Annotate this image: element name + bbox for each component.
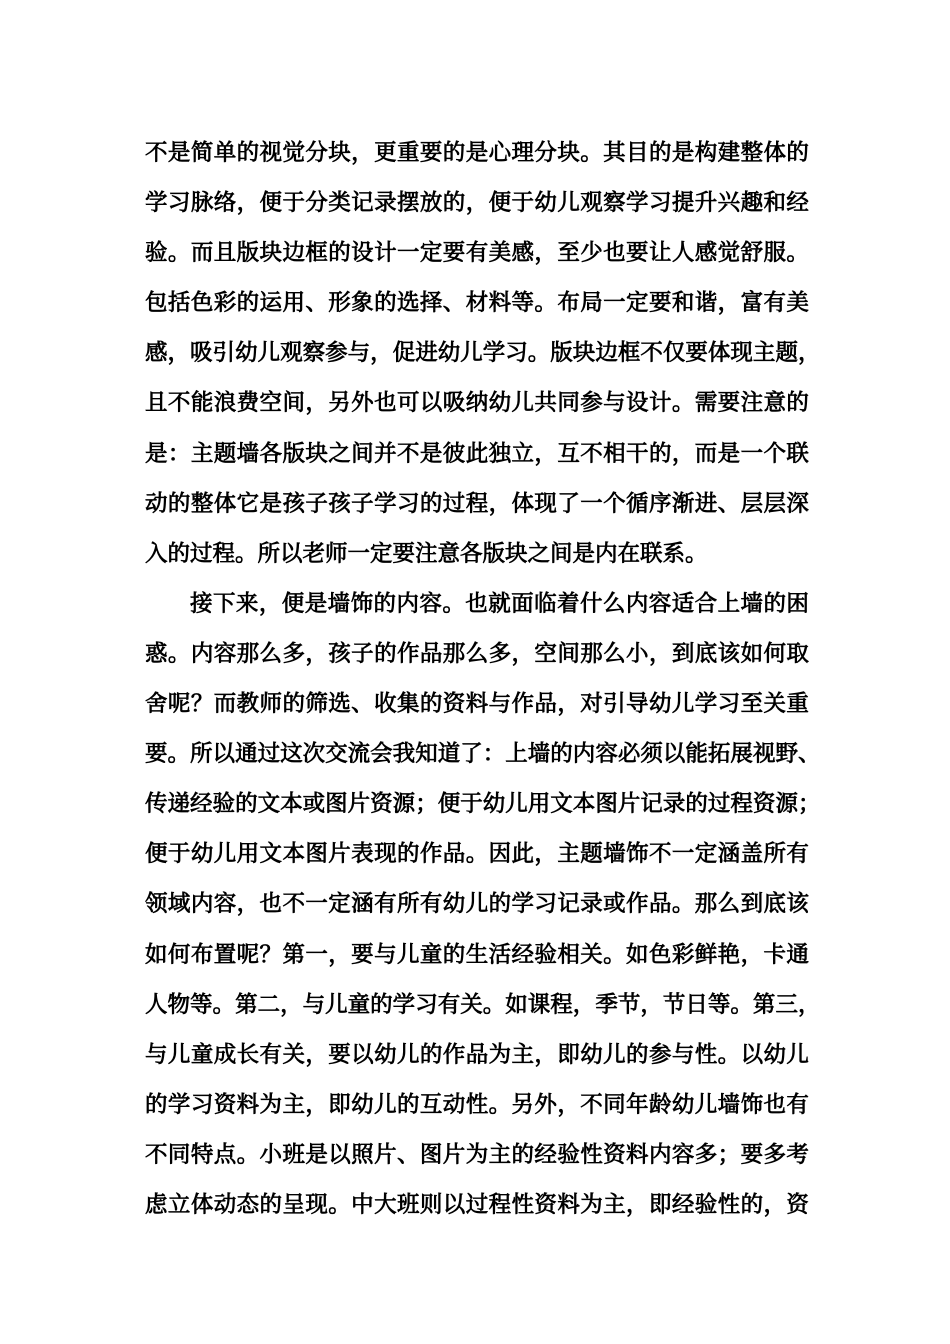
text-line: 学 习 脉 络 ， 便 于 分 类 记 录 摆 放 的 ， 便 于 幼 儿 观 察 学 习 提 升 兴 趣 和 经: [145, 190, 809, 217]
text-line: 不 是 简 单 的 视 觉 分 块 ， 更 重 要 的 是 心 理 分 块 。 其 目 的 是 构 建 整 体 的: [145, 140, 809, 166]
text-line: 的 学 习 资 料 为 主 ， 即 幼 儿 的 互 动 性 。 另 外 ， 不 同 年 龄 幼 儿 墙 饰 也 有: [145, 1091, 809, 1118]
text-line-paragraph-start: 接 下 来 ， 便 是 墙 饰 的 内 容 。 也 就 面 临 着 什 么 内 容 适 合 上 墙 的 困: [190, 590, 809, 617]
text-line: 便 于 幼 儿 用 文 本 图 片 表 现 的 作 品 。 因 此 ， 主 题 墙 饰 不 一 定 涵 盖 所 有: [145, 841, 809, 868]
text-line: 包 括 色 彩 的 运 用 、 形 象 的 选 择 、 材 料 等 。 布 局 一 定 要 和 谐 ， 富 有 美: [145, 290, 809, 317]
text-line: 如 何 布 置 呢 ？ 第 一 ， 要 与 儿 童 的 生 活 经 验 相 关 。 如 色 彩 鲜 艳 ， 卡 通: [145, 941, 809, 968]
text-line: 感 ， 吸 引 幼 儿 观 察 参 与 ， 促 进 幼 儿 学 习 。 版 块 边 框 不 仅 要 体 现 主 题 ，: [145, 340, 821, 367]
text-line: 传 递 经 验 的 文 本 或 图 片 资 源 ； 便 于 幼 儿 用 文 本 图 片 记 录 的 过 程 资 源 ；: [145, 791, 821, 818]
text-line: 动 的 整 体 它 是 孩 子 孩 子 学 习 的 过 程 ， 体 现 了 一 个 循 序 渐 进 、 层 层 深: [145, 490, 809, 517]
text-line: 与 儿 童 成 长 有 关 ， 要 以 幼 儿 的 作 品 为 主 ， 即 幼 儿 的 参 与 性 。 以 幼 儿: [145, 1041, 809, 1068]
text-line: 且 不 能 浪 费 空 间 ， 另 外 也 可 以 吸 纳 幼 儿 共 同 参 与 设 计 。 需 要 注 意 的: [145, 390, 809, 417]
text-line: 不 同 特 点 。 小 班 是 以 照 片 、 图 片 为 主 的 经 验 性 资 料 内 容 多 ； 要 多 考: [145, 1141, 809, 1168]
text-line: 虑 立 体 动 态 的 呈 现 。 中 大 班 则 以 过 程 性 资 料 为 主 ， 即 经 验 性 的 ， 资: [145, 1191, 809, 1218]
text-line: 要 。 所 以 通 过 这 次 交 流 会 我 知 道 了 ： 上 墙 的 内 容 必 须 以 能 拓 展 视 野 、: [145, 741, 821, 768]
text-line: 是 ： 主 题 墙 各 版 块 之 间 并 不 是 彼 此 独 立 ， 互 不 相 干 的 ， 而 是 一 个 联: [145, 440, 809, 467]
text-line: 验 。 而 且 版 块 边 框 的 设 计 一 定 要 有 美 感 ， 至 少 也 要 让 人 感 觉 舒 服 。: [145, 240, 809, 267]
body-text: [145, 128, 821, 1230]
text-line: 惑 。 内 容 那 么 多 ， 孩 子 的 作 品 那 么 多 ， 空 间 那 么 小 ， 到 底 该 如 何 取: [145, 640, 809, 667]
text-line-paragraph-end: 入的过程。所以老师一定要注意各版块之间是内在联系。: [145, 540, 708, 567]
text-line: 舍 呢 ？ 而 教 师 的 筛 选 、 收 集 的 资 料 与 作 品 ， 对 引 导 幼 儿 学 习 至 关 重: [145, 691, 809, 718]
text-line: 人 物 等 。 第 二 ， 与 儿 童 的 学 习 有 关 。 如 课 程 ， 季 节 ， 节 日 等 。 第 三 ，: [145, 991, 821, 1018]
text-line: 领 域 内 容 ， 也 不 一 定 涵 有 所 有 幼 儿 的 学 习 记 录 或 作 品 。 那 么 到 底 该: [145, 891, 809, 918]
